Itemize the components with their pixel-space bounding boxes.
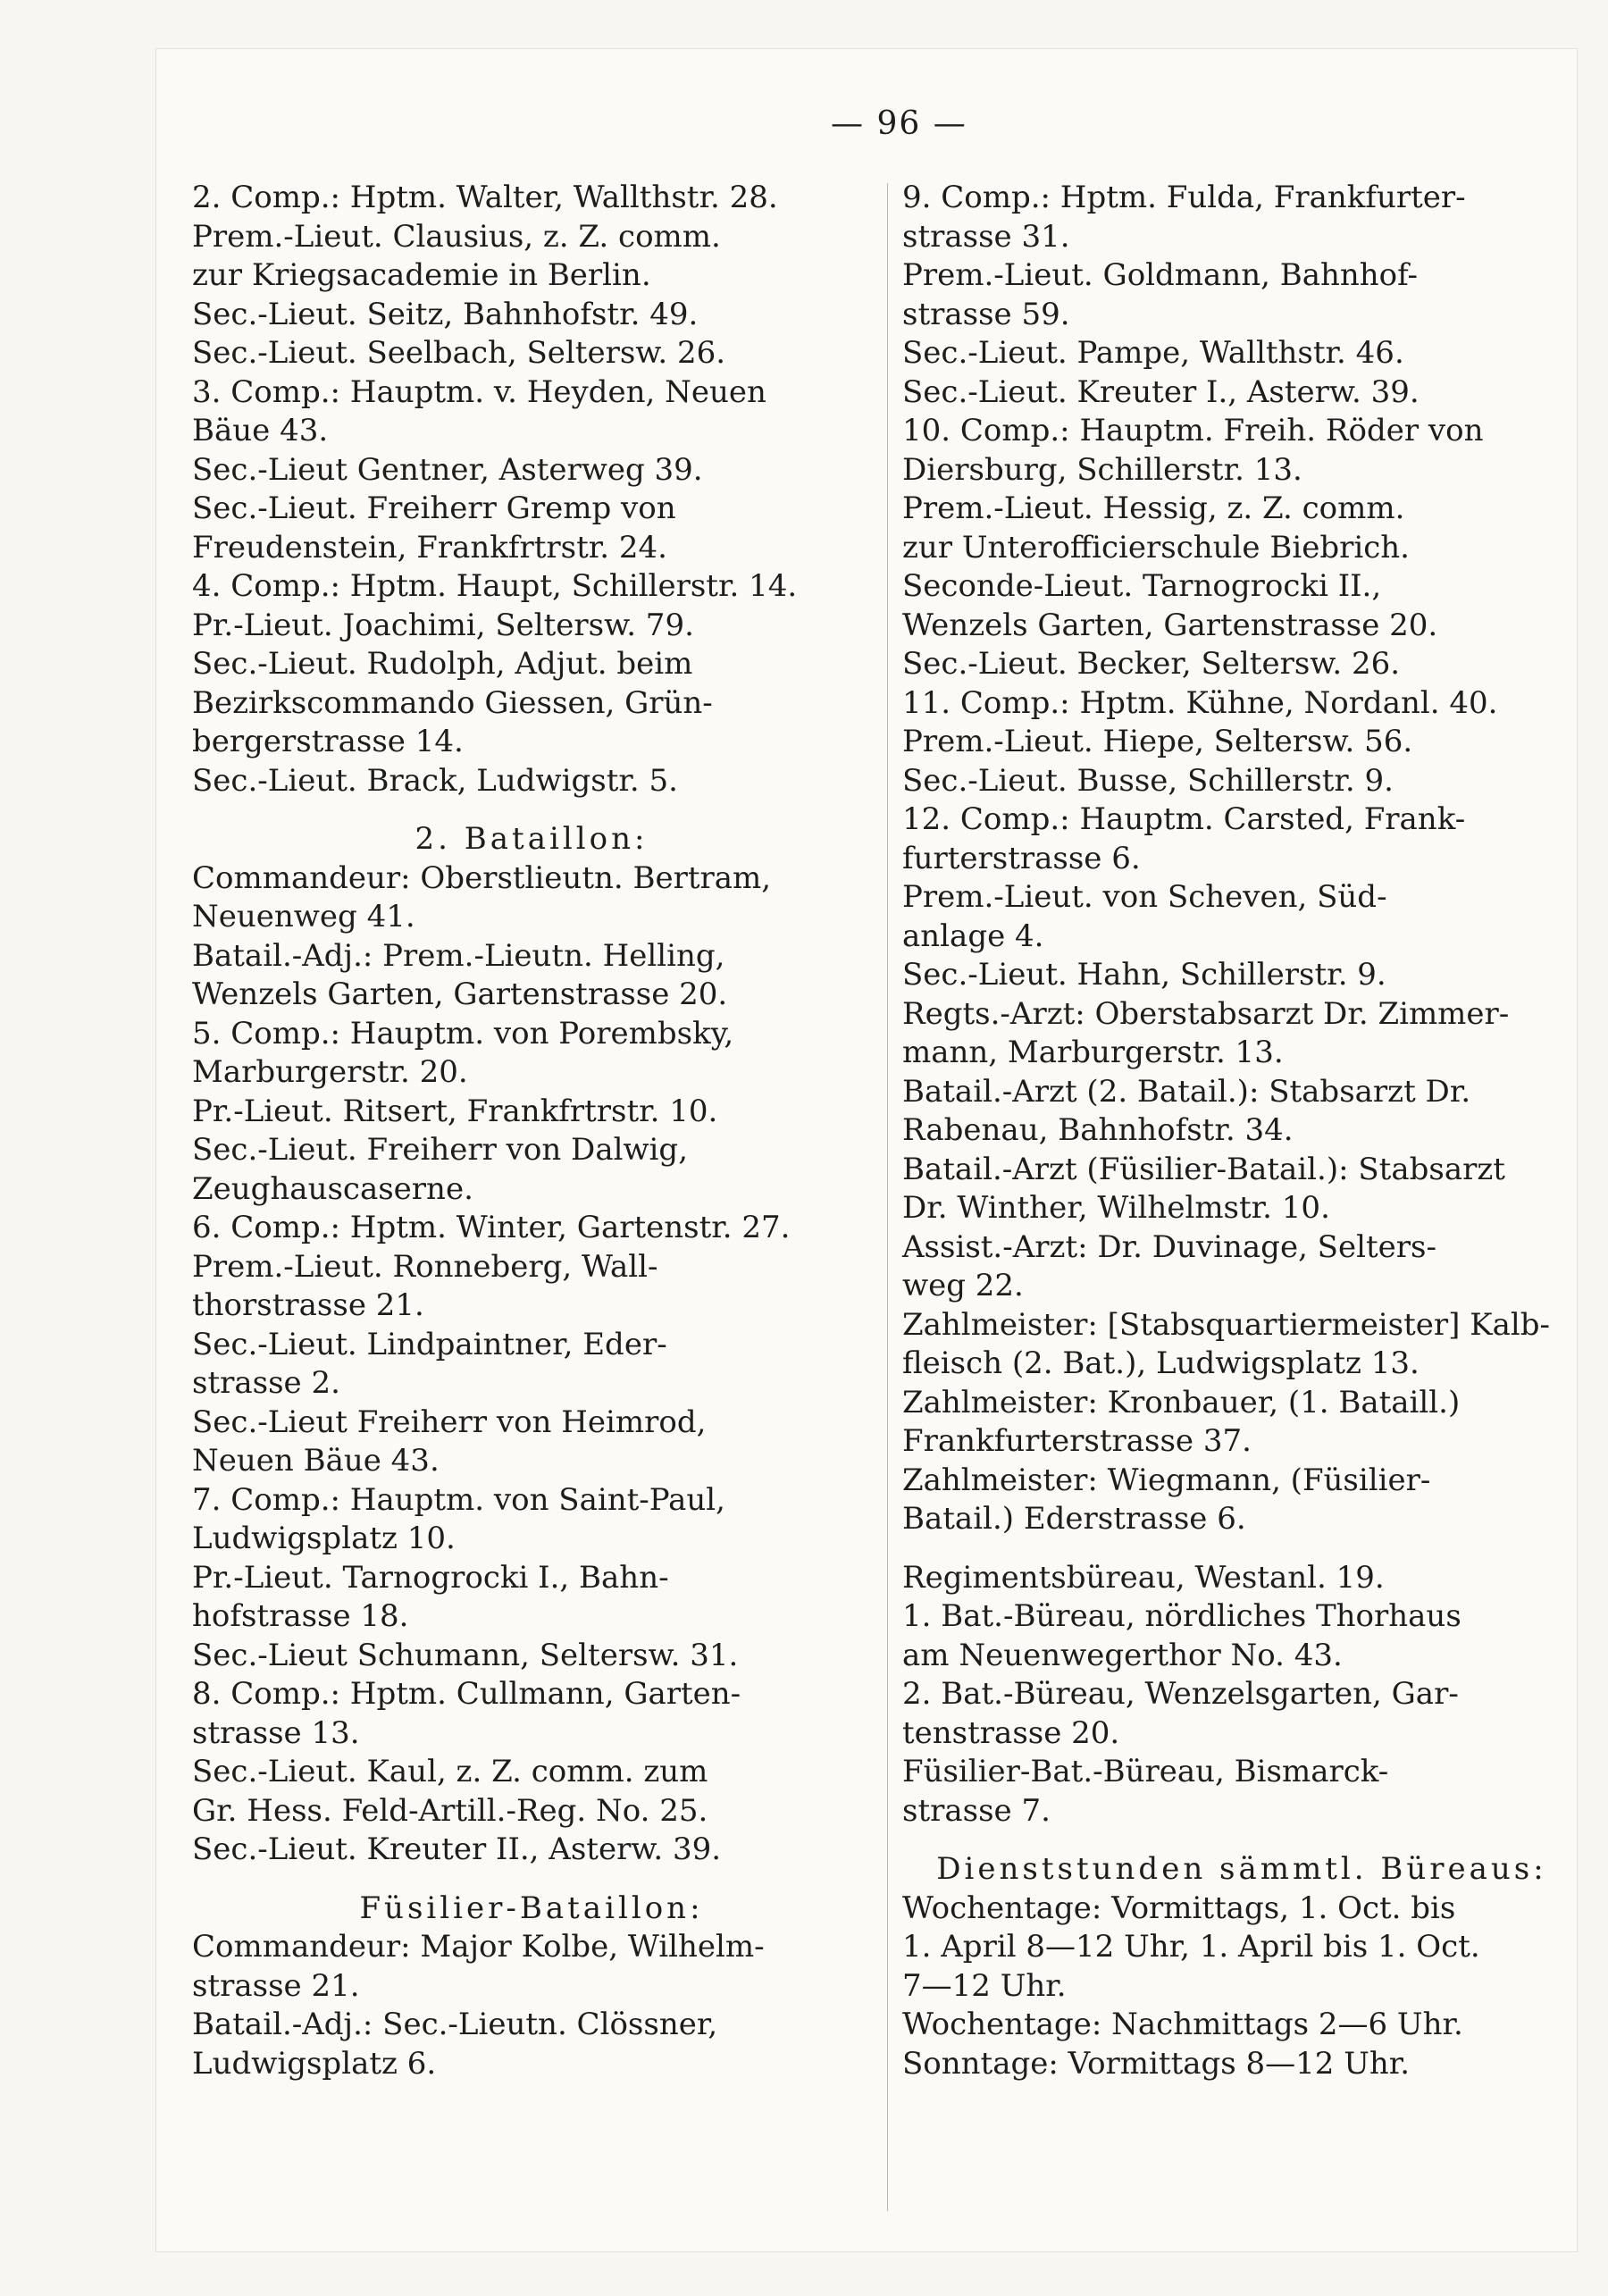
text-line: fleisch (2. Bat.), Ludwigsplatz 13. — [902, 1345, 1420, 1381]
text-line: Neuen Bäue 43. — [192, 1443, 440, 1479]
text-line: Wochentage: Vormittags, 1. Oct. bis — [902, 1890, 1456, 1926]
column-divider — [887, 183, 888, 2211]
text-line: anlage 4. — [902, 918, 1044, 954]
text-line: am Neuenwegerthor No. 43. — [902, 1637, 1343, 1673]
text-line: 6. Comp.: Hptm. Winter, Gartenstr. 27. — [192, 1210, 791, 1245]
text-line: furterstrasse 6. — [902, 840, 1141, 876]
text-line: 3. Comp.: Hauptm. v. Heyden, Neuen — [192, 373, 766, 410]
text-line: Frankfurterstrasse 37. — [902, 1423, 1252, 1459]
text-line: strasse 2. — [192, 1365, 340, 1401]
text-line: Sec.-Lieut. Seitz, Bahnhofstr. 49. — [192, 296, 699, 332]
text-line: strasse 13. — [192, 1714, 360, 1751]
text-line: strasse 59. — [902, 296, 1070, 332]
text-line: Batail.) Ederstrasse 6. — [902, 1501, 1246, 1537]
text-line: Batail.-Adj.: Prem.-Lieutn. Helling, — [192, 937, 725, 974]
text-line: Prem.-Lieut. Hiepe, Seltersw. 56. — [902, 724, 1413, 759]
text-line: Füsilier-Bat.-Büreau, Bismarck- — [902, 1754, 1389, 1789]
text-line: Pr.-Lieut. Ritsert, Frankfrtrstr. 10. — [192, 1093, 718, 1129]
section-heading: 2. Bataillon: — [415, 821, 649, 857]
text-line: 1. April 8—12 Uhr, 1. April bis 1. Oct. — [902, 1929, 1480, 1965]
text-line: Pr.-Lieut. Joachimi, Seltersw. 79. — [192, 607, 694, 643]
text-line: Ludwigsplatz 10. — [192, 1521, 456, 1556]
text-line: Sonntage: Vormittags 8—12 Uhr. — [902, 2045, 1411, 2082]
text-line: Sec.-Lieut. Pampe, Wallthstr. 46. — [902, 335, 1404, 371]
text-line: Ludwigsplatz 6. — [192, 2045, 437, 2082]
text-line: Regts.-Arzt: Oberstabsarzt Dr. Zimmer- — [902, 995, 1510, 1032]
text-line: Prem.-Lieut. Hessig, z. Z. comm. — [902, 490, 1405, 526]
text-line: Sec.-Lieut. Becker, Seltersw. 26. — [902, 646, 1401, 682]
text-line: hofstrasse 18. — [192, 1598, 409, 1634]
text-line: Sec.-Lieut. Rudolph, Adjut. beim — [192, 646, 693, 682]
text-line: 9. Comp.: Hptm. Fulda, Frankfurter- — [902, 180, 1466, 215]
text-line: Zeughauscaserne. — [192, 1170, 473, 1207]
text-line: zur Unterofficierschule Biebrich. — [902, 529, 1410, 566]
text-line: Sec.-Lieut Schumann, Seltersw. 31. — [192, 1637, 739, 1673]
text-line: Sec.-Lieut Freiherr von Heimrod, — [192, 1404, 707, 1440]
text-line: strasse 31. — [902, 218, 1070, 255]
text-line: Wenzels Garten, Gartenstrasse 20. — [902, 607, 1438, 643]
spacer — [192, 1870, 871, 1890]
spacer — [902, 1831, 1581, 1850]
text-line: thorstrasse 21. — [192, 1287, 424, 1323]
text-line: Gr. Hess. Feld-Artill.-Reg. No. 25. — [192, 1792, 708, 1829]
text-line: 5. Comp.: Hauptm. von Porembsky, — [192, 1015, 734, 1052]
text-line: Sec.-Lieut. Lindpaintner, Eder- — [192, 1326, 667, 1362]
text-line: Zahlmeister: [Stabsquartiermeister] Kalb- — [902, 1306, 1551, 1343]
page-number: — 96 — — [831, 105, 967, 142]
text-line: Sec.-Lieut. Freiherr von Dalwig, — [192, 1132, 689, 1168]
text-line: Sec.-Lieut Gentner, Asterweg 39. — [192, 451, 703, 488]
text-line: Prem.-Lieut. Ronneberg, Wall- — [192, 1248, 658, 1285]
text-line: Wenzels Garten, Gartenstrasse 20. — [192, 976, 728, 1012]
section-heading: Dienststunden sämmtl. Büreaus: — [936, 1851, 1547, 1887]
text-line: Sec.-Lieut. Brack, Ludwigstr. 5. — [192, 762, 678, 799]
text-line: Wochentage: Nachmittags 2—6 Uhr. — [902, 2007, 1463, 2042]
text-line: Sec.-Lieut. Kreuter II., Asterw. 39. — [192, 1831, 722, 1867]
text-line: 12. Comp.: Hauptm. Carsted, Frank- — [902, 801, 1466, 837]
text-line: Zahlmeister: Kronbauer, (1. Bataill.) — [902, 1384, 1461, 1420]
text-line: Zahlmeister: Wiegmann, (Füsilier- — [902, 1462, 1431, 1498]
text-line: 11. Comp.: Hptm. Kühne, Nordanl. 40. — [902, 684, 1498, 721]
text-line: 8. Comp.: Hptm. Cullmann, Garten- — [192, 1676, 741, 1712]
text-line: Sec.-Lieut. Kaul, z. Z. comm. zum — [192, 1754, 708, 1789]
text-line: 1. Bat.-Büreau, nördliches Thorhaus — [902, 1598, 1461, 1634]
text-line: Assist.-Arzt: Dr. Duvinage, Selters- — [902, 1228, 1436, 1265]
text-line: Neuenweg 41. — [192, 899, 415, 934]
text-line: Batail.-Arzt (2. Batail.): Stabsarzt Dr. — [902, 1073, 1471, 1110]
left-column — [192, 179, 871, 2083]
text-line: Rabenau, Bahnhofstr. 34. — [902, 1112, 1294, 1148]
text-line: 2. Comp.: Hptm. Walter, Wallthstr. 28. — [192, 180, 778, 215]
text-line: mann, Marburgerstr. 13. — [902, 1035, 1284, 1070]
text-line: Freudenstein, Frankfrtrstr. 24. — [192, 529, 667, 566]
text-line: Sec.-Lieut. Freiherr Gremp von — [192, 490, 676, 526]
text-line: Batail.-Adj.: Sec.-Lieutn. Clössner, — [192, 2007, 718, 2042]
text-line: Prem.-Lieut. Goldmann, Bahnhof- — [902, 257, 1419, 293]
text-line: 7. Comp.: Hauptm. von Saint-Paul, — [192, 1481, 725, 1518]
text-line: strasse 7. — [902, 1792, 1051, 1829]
text-line: weg 22. — [902, 1268, 1024, 1303]
spacer — [192, 800, 871, 820]
text-line: 7—12 Uhr. — [902, 1967, 1067, 2004]
text-line: tenstrasse 20. — [902, 1714, 1120, 1751]
section-heading: Füsilier-Bataillon: — [359, 1890, 704, 1926]
text-line: Batail.-Arzt (Füsilier-Batail.): Stabsarzt — [902, 1151, 1505, 1187]
text-line: strasse 21. — [192, 1967, 360, 2004]
right-column — [902, 179, 1581, 2083]
text-line: bergerstrasse 14. — [192, 724, 464, 759]
text-line: zur Kriegsacademie in Berlin. — [192, 257, 651, 293]
text-line: Sec.-Lieut. Hahn, Schillerstr. 9. — [902, 957, 1386, 993]
text-line: Pr.-Lieut. Tarnogrocki I., Bahn- — [192, 1559, 669, 1596]
text-line: 2. Bat.-Büreau, Wenzelsgarten, Gar- — [902, 1676, 1459, 1712]
text-line: Diersburg, Schillerstr. 13. — [902, 451, 1302, 488]
text-line: Bezirkscommando Giessen, Grün- — [192, 684, 713, 721]
text-line: Bäue 43. — [192, 413, 329, 448]
text-line: Commandeur: Major Kolbe, Wilhelm- — [192, 1929, 765, 1965]
text-line: Regimentsbüreau, Westanl. 19. — [902, 1559, 1385, 1596]
text-line: 10. Comp.: Hauptm. Freih. Röder von — [902, 413, 1484, 448]
spacer — [902, 1539, 1581, 1559]
text-line: Dr. Winther, Wilhelmstr. 10. — [902, 1190, 1330, 1226]
text-line: Prem.-Lieut. Clausius, z. Z. comm. — [192, 218, 721, 255]
text-line: Sec.-Lieut. Busse, Schillerstr. 9. — [902, 762, 1394, 799]
text-line: Seconde-Lieut. Tarnogrocki II., — [902, 568, 1382, 604]
text-line: Sec.-Lieut. Kreuter I., Asterw. 39. — [902, 373, 1420, 410]
text-line: Marburgerstr. 20. — [192, 1054, 468, 1090]
text-line: Commandeur: Oberstlieutn. Bertram, — [192, 859, 772, 896]
text-line: Prem.-Lieut. von Scheven, Süd- — [902, 879, 1387, 915]
text-line: Sec.-Lieut. Seelbach, Seltersw. 26. — [192, 335, 726, 371]
text-line: 4. Comp.: Hptm. Haupt, Schillerstr. 14. — [192, 568, 798, 604]
